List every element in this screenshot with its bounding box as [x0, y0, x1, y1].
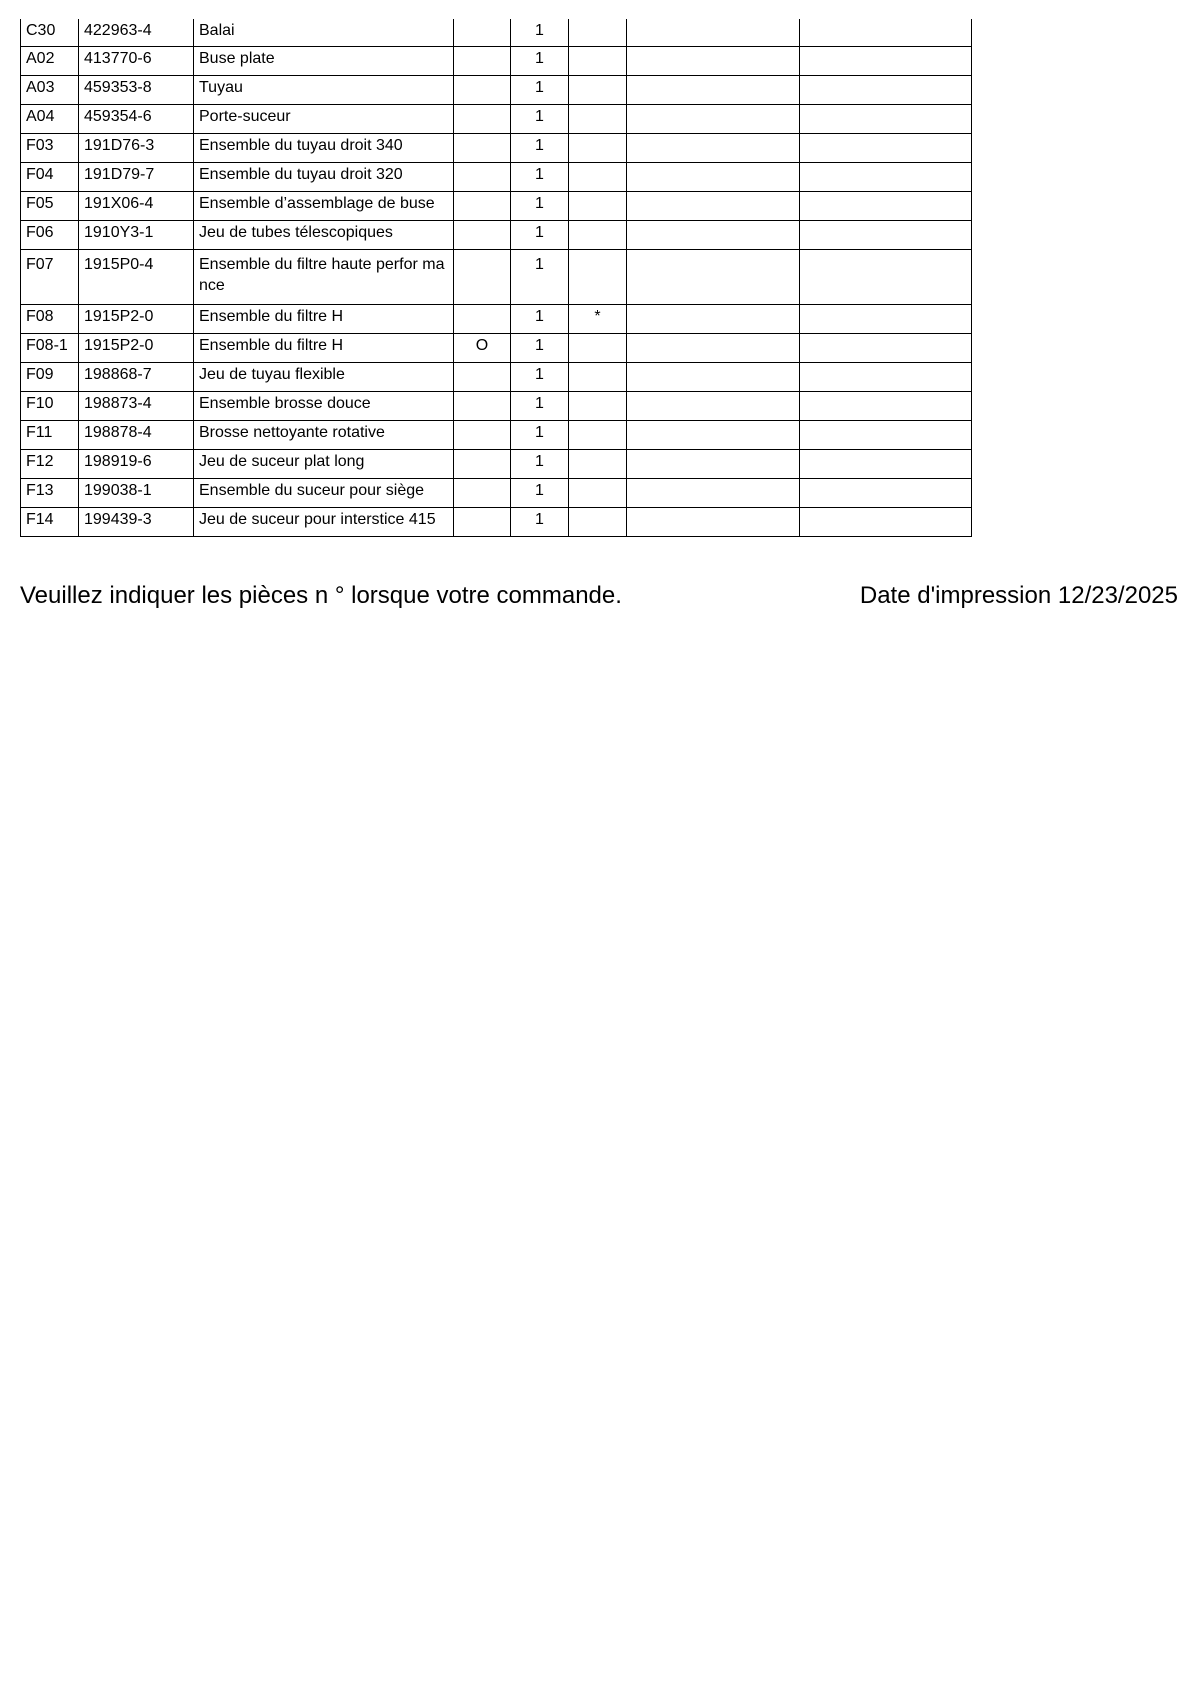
part-number-cell: 413770-6: [79, 47, 194, 76]
table-row: [21, 134, 972, 163]
marker-cell: [454, 305, 511, 334]
table-row: [21, 192, 972, 221]
note-cell: [569, 134, 627, 163]
table-row: [21, 334, 972, 363]
note-cell: [569, 76, 627, 105]
part-number-cell: 198919-6: [79, 450, 194, 479]
parts-table-body: [21, 19, 972, 537]
quantity-cell: 1: [511, 392, 569, 421]
description-cell: Ensemble du tuyau droit 340: [194, 134, 454, 163]
blank-cell: [627, 105, 800, 134]
table-row: [21, 221, 972, 250]
description-cell: Jeu de suceur pour interstice 415: [194, 508, 454, 537]
table-row: [21, 305, 972, 334]
note-cell: [569, 47, 627, 76]
description-cell: Ensemble brosse douce: [194, 392, 454, 421]
blank-cell: [627, 134, 800, 163]
blank-cell: [800, 250, 972, 305]
quantity-cell: 1: [511, 47, 569, 76]
table-row: [21, 250, 972, 305]
ref-cell: F13: [21, 479, 79, 508]
ref-cell: F10: [21, 392, 79, 421]
blank-cell: [627, 19, 800, 47]
table-row: [21, 363, 972, 392]
marker-cell: [454, 19, 511, 47]
marker-cell: [454, 105, 511, 134]
table-row: [21, 421, 972, 450]
blank-cell: [800, 47, 972, 76]
ref-cell: F07: [21, 250, 79, 305]
marker-cell: [454, 47, 511, 76]
blank-cell: [627, 221, 800, 250]
marker-cell: [454, 392, 511, 421]
table-row: [21, 392, 972, 421]
note-cell: [569, 421, 627, 450]
note-cell: [569, 163, 627, 192]
description-cell: Ensemble du filtre haute perfor mance: [194, 250, 454, 305]
marker-cell: [454, 421, 511, 450]
description-cell: Ensemble du filtre H: [194, 305, 454, 334]
quantity-cell: 1: [511, 19, 569, 47]
blank-cell: [627, 508, 800, 537]
blank-cell: [800, 19, 972, 47]
order-note: Veuillez indiquer les pièces n ° lorsque votre commande.: [20, 582, 622, 609]
blank-cell: [800, 334, 972, 363]
part-number-cell: 191D76-3: [79, 134, 194, 163]
table-row: [21, 47, 972, 76]
part-number-cell: 459354-6: [79, 105, 194, 134]
ref-cell: F12: [21, 450, 79, 479]
quantity-cell: 1: [511, 334, 569, 363]
marker-cell: [454, 192, 511, 221]
blank-cell: [800, 392, 972, 421]
note-cell: [569, 479, 627, 508]
quantity-cell: 1: [511, 221, 569, 250]
ref-cell: F06: [21, 221, 79, 250]
part-number-cell: 191D79-7: [79, 163, 194, 192]
blank-cell: [800, 76, 972, 105]
note-cell: [569, 19, 627, 47]
ref-cell: F04: [21, 163, 79, 192]
blank-cell: [800, 305, 972, 334]
part-number-cell: 422963-4: [79, 19, 194, 47]
ref-cell: F03: [21, 134, 79, 163]
blank-cell: [800, 163, 972, 192]
description-cell: Brosse nettoyante rotative: [194, 421, 454, 450]
blank-cell: [627, 76, 800, 105]
quantity-cell: 1: [511, 450, 569, 479]
note-cell: [569, 392, 627, 421]
blank-cell: [627, 479, 800, 508]
blank-cell: [627, 363, 800, 392]
description-cell: Ensemble du filtre H: [194, 334, 454, 363]
note-cell: [569, 508, 627, 537]
description-cell: Ensemble d’assemblage de buse: [194, 192, 454, 221]
blank-cell: [800, 192, 972, 221]
ref-cell: F11: [21, 421, 79, 450]
table-row: [21, 508, 972, 537]
blank-cell: [627, 192, 800, 221]
note-cell: [569, 363, 627, 392]
quantity-cell: 1: [511, 134, 569, 163]
quantity-cell: 1: [511, 305, 569, 334]
description-cell: Jeu de suceur plat long: [194, 450, 454, 479]
blank-cell: [800, 421, 972, 450]
blank-cell: [627, 334, 800, 363]
marker-cell: [454, 163, 511, 192]
part-number-cell: 1915P2-0: [79, 334, 194, 363]
part-number-cell: 198878-4: [79, 421, 194, 450]
marker-cell: [454, 479, 511, 508]
blank-cell: [627, 305, 800, 334]
quantity-cell: 1: [511, 105, 569, 134]
note-cell: [569, 192, 627, 221]
marker-cell: [454, 250, 511, 305]
blank-cell: [800, 221, 972, 250]
part-number-cell: 198873-4: [79, 392, 194, 421]
blank-cell: [627, 250, 800, 305]
blank-cell: [800, 363, 972, 392]
description-cell: Balai: [194, 19, 454, 47]
description-cell: Tuyau: [194, 76, 454, 105]
table-row: [21, 163, 972, 192]
marker-cell: [454, 76, 511, 105]
ref-cell: F08-1: [21, 334, 79, 363]
ref-cell: F14: [21, 508, 79, 537]
part-number-cell: 1915P0-4: [79, 250, 194, 305]
blank-cell: [800, 508, 972, 537]
marker-cell: [454, 508, 511, 537]
ref-cell: F09: [21, 363, 79, 392]
marker-cell: [454, 134, 511, 163]
ref-cell: F08: [21, 305, 79, 334]
blank-cell: [800, 134, 972, 163]
quantity-cell: 1: [511, 163, 569, 192]
quantity-cell: 1: [511, 508, 569, 537]
table-row: [21, 105, 972, 134]
ref-cell: A03: [21, 76, 79, 105]
quantity-cell: 1: [511, 250, 569, 305]
description-cell: Ensemble du tuyau droit 320: [194, 163, 454, 192]
quantity-cell: 1: [511, 363, 569, 392]
table-row: [21, 19, 972, 47]
blank-cell: [627, 450, 800, 479]
blank-cell: [800, 105, 972, 134]
print-date: Date d'impression 12/23/2025: [859, 582, 1178, 609]
table-row: [21, 450, 972, 479]
table-row: [21, 479, 972, 508]
quantity-cell: 1: [511, 76, 569, 105]
part-number-cell: 198868-7: [79, 363, 194, 392]
part-number-cell: 191X06-4: [79, 192, 194, 221]
marker-cell: O: [454, 334, 511, 363]
quantity-cell: 1: [511, 421, 569, 450]
blank-cell: [800, 479, 972, 508]
note-cell: [569, 250, 627, 305]
description-cell: Buse plate: [194, 47, 454, 76]
blank-cell: [800, 450, 972, 479]
quantity-cell: 1: [511, 479, 569, 508]
description-cell: Ensemble du suceur pour siège: [194, 479, 454, 508]
marker-cell: [454, 450, 511, 479]
blank-cell: [627, 392, 800, 421]
description-cell: Jeu de tuyau flexible: [194, 363, 454, 392]
marker-cell: [454, 363, 511, 392]
description-cell: Porte-suceur: [194, 105, 454, 134]
blank-cell: [627, 421, 800, 450]
description-cell: Jeu de tubes télescopiques: [194, 221, 454, 250]
part-number-cell: 199038-1: [79, 479, 194, 508]
ref-cell: F05: [21, 192, 79, 221]
blank-cell: [627, 163, 800, 192]
parts-table: [20, 19, 972, 537]
marker-cell: [454, 221, 511, 250]
part-number-cell: 1915P2-0: [79, 305, 194, 334]
ref-cell: C30: [21, 19, 79, 47]
part-number-cell: 1910Y3-1: [79, 221, 194, 250]
note-cell: [569, 105, 627, 134]
table-row: [21, 76, 972, 105]
part-number-cell: 199439-3: [79, 508, 194, 537]
quantity-cell: 1: [511, 192, 569, 221]
ref-cell: A04: [21, 105, 79, 134]
note-cell: [569, 450, 627, 479]
note-cell: [569, 221, 627, 250]
note-cell: [569, 334, 627, 363]
note-cell: *: [569, 305, 627, 334]
ref-cell: A02: [21, 47, 79, 76]
part-number-cell: 459353-8: [79, 76, 194, 105]
blank-cell: [627, 47, 800, 76]
